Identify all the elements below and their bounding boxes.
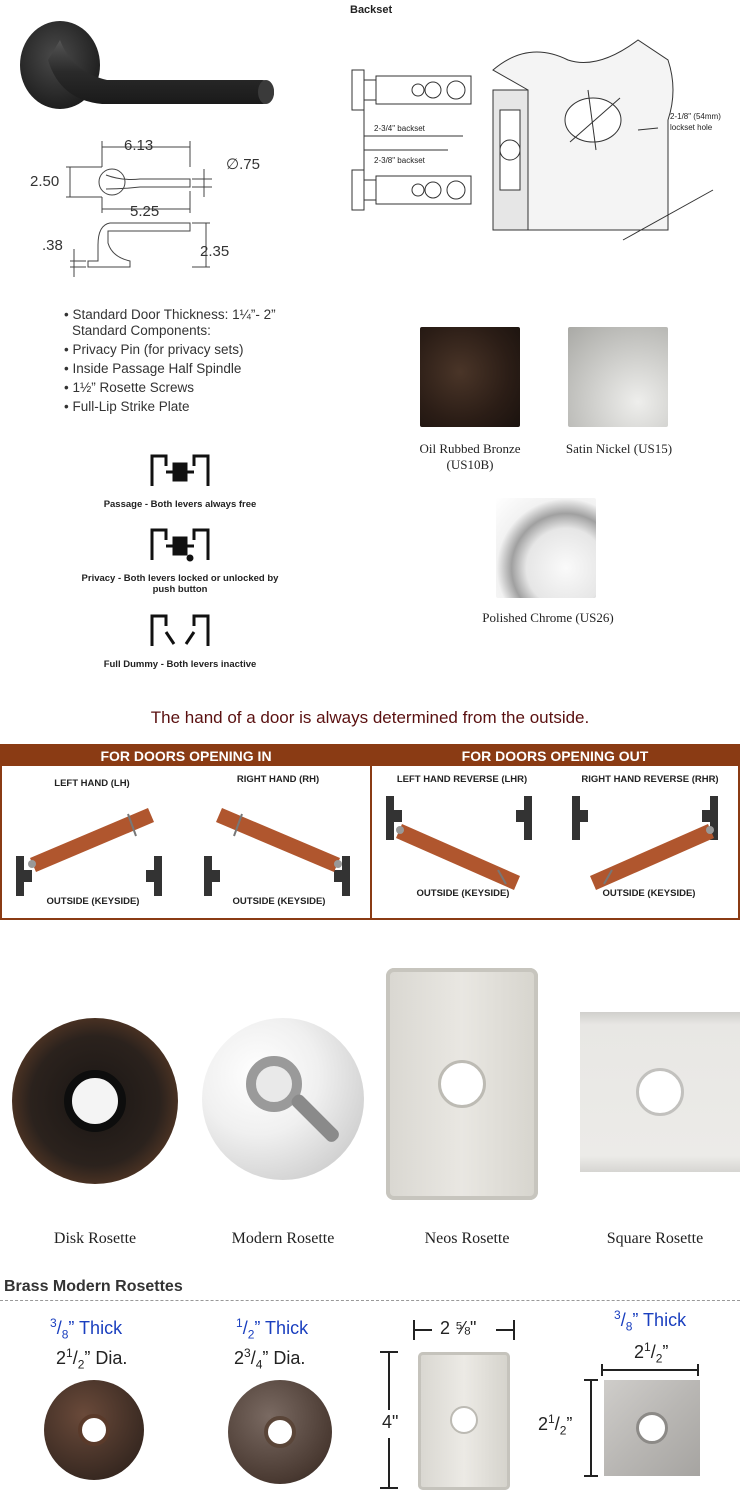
label-outside-rh: OUTSIDE (KEYSIDE)	[232, 896, 326, 907]
sq-h-whole: 2	[538, 1414, 549, 1434]
spec-item: • 1½” Rosette Screws	[64, 378, 324, 397]
sq-height-label: $2^1/_2$”	[538, 1412, 573, 1438]
square-rosette-image	[580, 1012, 740, 1172]
function-privacy-label: Privacy - Both levers locked or unlocked by push button	[81, 573, 279, 595]
dim-height: 2.50	[30, 173, 60, 190]
brass-rosette-2-image	[228, 1380, 332, 1484]
brass-section-divider	[0, 1300, 740, 1301]
thick-word: ” Thick	[254, 1318, 309, 1338]
frac-den: 2	[77, 1357, 85, 1372]
frac-num: 3	[244, 1346, 251, 1360]
frac-den: 2	[655, 1351, 663, 1366]
brass-section-title: Brass Modern Rosettes	[4, 1278, 183, 1295]
brass-rosette-1-image	[44, 1380, 144, 1480]
backset-short-label: 2-3/8" backset	[374, 156, 425, 165]
label-left-hand-reverse: LEFT HAND REVERSE (LHR)	[396, 774, 528, 785]
finish-label-polished-chrome: Polished Chrome (US26)	[482, 610, 614, 625]
dia-word: ” Dia.	[84, 1348, 128, 1368]
neos-rosette-image	[386, 968, 538, 1200]
brass-square-width-dim	[600, 1340, 700, 1374]
rosette-caption-square: Square Rosette	[606, 1230, 704, 1247]
finish-name: Oil Rubbed Bronze	[419, 441, 521, 456]
dia-whole: 2	[56, 1348, 67, 1368]
finish-code: (US10B)	[446, 457, 494, 472]
spec-item: • Standard Door Thickness: 1¼”- 2”	[64, 305, 324, 324]
rosette-caption-modern: Modern Rosette	[231, 1230, 335, 1247]
modern-rosette-image	[202, 1018, 364, 1180]
thick-word: ” Thick	[632, 1310, 687, 1330]
dim-length: 5.25	[130, 203, 160, 220]
spec-item: Standard Components:	[72, 323, 211, 338]
square-rosette-hole	[636, 1068, 684, 1116]
sq-w-whole: 2	[634, 1342, 645, 1362]
finish-label-satin-nickel: Satin Nickel (US15)	[565, 441, 673, 456]
neos-height-label: 4"	[382, 1412, 399, 1432]
function-privacy	[70, 524, 290, 600]
function-dummy-label: Full Dummy - Both levers inactive	[103, 659, 257, 670]
backset-diagram	[338, 0, 738, 270]
disk-rosette-image	[12, 1018, 178, 1184]
function-dummy	[70, 610, 290, 672]
sq-width-label: $2^1/_2$”	[634, 1340, 669, 1366]
finish-swatch-satin-nickel	[568, 327, 668, 427]
frac-den: 8	[61, 1327, 69, 1342]
frac-den: 2	[559, 1423, 567, 1438]
dim-base: .38	[42, 237, 63, 254]
frac-den: 8	[625, 1319, 633, 1334]
backset-long-label: 2-3/4" backset	[374, 124, 425, 133]
lever-photo	[12, 10, 282, 120]
function-passage-label: Passage - Both levers always free	[103, 499, 257, 510]
handing-panel-out	[370, 744, 740, 920]
brass-rosette-1-hole	[78, 1414, 110, 1446]
spec-list	[64, 305, 324, 416]
frac-den: 4	[255, 1357, 263, 1372]
frac-num: 1	[66, 1346, 73, 1360]
dia-whole: 2	[234, 1348, 245, 1368]
label-outside-lhr: OUTSIDE (KEYSIDE)	[416, 888, 510, 899]
handing-note: The hand of a door is always determined from the outside.	[150, 708, 590, 727]
neos-width-dim	[412, 1318, 516, 1342]
disk-rosette-hole	[64, 1070, 126, 1132]
spec-item: • Inside Passage Half Spindle	[64, 359, 324, 378]
brass-rosette-1-thickness: $^3/_8$” Thick	[50, 1316, 123, 1342]
brass-rosette-1-diameter: $2^1/_2$” Dia.	[56, 1346, 128, 1372]
handing-out-title: FOR DOORS OPENING OUT	[372, 746, 738, 766]
lockset-hole-label-2: lockset hole	[670, 123, 713, 132]
frac-num: 3	[50, 1316, 57, 1330]
dia-word: ” Dia.	[262, 1348, 306, 1368]
dim-width: 6.13	[124, 137, 154, 154]
label-outside-rhr: OUTSIDE (KEYSIDE)	[602, 888, 696, 899]
spec-item: • Privacy Pin (for privacy sets)	[64, 340, 324, 359]
label-left-hand: LEFT HAND (LH)	[54, 778, 130, 789]
finish-label-oil-rubbed-bronze	[398, 441, 542, 473]
lockset-hole-label: 2-1/8" (54mm)	[670, 112, 721, 121]
sq-h-unit: ”	[566, 1414, 573, 1434]
brass-neos-image	[418, 1352, 510, 1490]
brass-rosette-2-thickness: $^1/_2$” Thick	[236, 1316, 309, 1342]
frac-num: 1	[548, 1412, 555, 1426]
handing-in-title: FOR DOORS OPENING IN	[2, 746, 370, 766]
frac-den: 2	[247, 1327, 255, 1342]
finish-swatch-oil-rubbed-bronze	[420, 327, 520, 427]
brass-rosette-2-hole	[264, 1416, 296, 1448]
lever-dimension-drawing	[30, 135, 290, 285]
rosette-caption-neos: Neos Rosette	[424, 1230, 510, 1247]
label-right-hand-reverse: RIGHT HAND REVERSE (RHR)	[581, 774, 719, 785]
brass-square-thickness: $^3/_8$” Thick	[614, 1308, 687, 1334]
frac-num: 1	[236, 1316, 243, 1330]
neos-rosette-hole	[438, 1060, 486, 1108]
label-right-hand: RIGHT HAND (RH)	[236, 774, 320, 785]
neos-width-label: 2 ⅝"	[440, 1318, 477, 1338]
function-passage	[70, 450, 290, 512]
backset-title: Backset	[350, 4, 393, 16]
thick-word: ” Thick	[68, 1318, 123, 1338]
neos-height-dim	[376, 1350, 402, 1490]
finish-swatch-polished-chrome	[496, 498, 596, 598]
brass-neos-hole	[450, 1406, 478, 1434]
brass-square-hole	[636, 1412, 668, 1444]
handing-panel-in	[0, 744, 372, 920]
dim-diameter: ∅.75	[226, 156, 260, 173]
frac-num: 1	[644, 1340, 651, 1354]
frac-num: 3	[614, 1308, 621, 1322]
rosette-caption-disk: Disk Rosette	[53, 1230, 137, 1247]
modern-rosette-stem	[289, 1092, 341, 1144]
brass-square-height-dim	[536, 1378, 598, 1478]
dim-projection: 2.35	[200, 243, 230, 260]
spec-item: • Full-Lip Strike Plate	[64, 397, 324, 416]
label-outside-lh: OUTSIDE (KEYSIDE)	[46, 896, 140, 907]
brass-rosette-2-diameter: $2^3/_4$” Dia.	[234, 1346, 306, 1372]
brass-square-image	[604, 1380, 700, 1476]
sq-w-unit: ”	[662, 1342, 669, 1362]
